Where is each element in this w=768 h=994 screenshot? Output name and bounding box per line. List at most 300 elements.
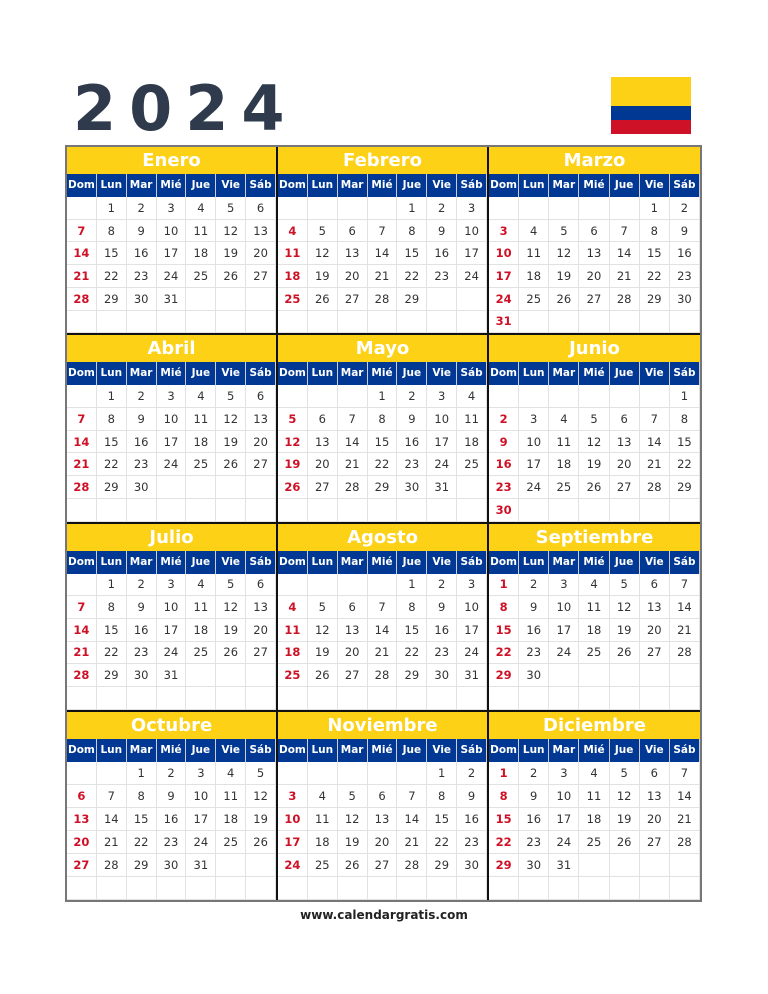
day-cell: 14 <box>397 808 427 831</box>
day-cell: 12 <box>610 785 640 808</box>
weekday-label: Jue <box>397 739 427 762</box>
day-cell: 18 <box>549 453 579 476</box>
empty-cell <box>186 664 216 687</box>
month-name: Mayo <box>278 335 487 362</box>
empty-cell <box>640 664 670 687</box>
month-name: Febrero <box>278 147 487 174</box>
day-cell: 24 <box>278 854 308 877</box>
empty-cell <box>278 499 308 522</box>
day-cell: 19 <box>246 808 276 831</box>
weekday-label: Mié <box>157 362 187 385</box>
day-cell: 8 <box>397 596 427 619</box>
day-cell: 3 <box>549 574 579 597</box>
weekday-label: Lun <box>308 174 338 197</box>
day-cell: 24 <box>157 453 187 476</box>
empty-cell <box>397 687 427 710</box>
weekday-label: Jue <box>610 174 640 197</box>
day-cell: 17 <box>186 808 216 831</box>
day-cell: 13 <box>246 408 276 431</box>
day-cell: 30 <box>127 288 157 311</box>
day-cell: 19 <box>308 642 338 665</box>
month-octubre <box>67 712 278 900</box>
day-cell: 24 <box>519 476 549 499</box>
day-cell: 6 <box>338 220 368 243</box>
day-cell: 14 <box>368 242 398 265</box>
day-cell: 19 <box>579 453 609 476</box>
day-cell: 29 <box>489 664 519 687</box>
day-cell: 10 <box>457 596 487 619</box>
weekday-header <box>489 739 700 762</box>
day-cell: 30 <box>489 499 519 522</box>
day-cell: 30 <box>670 288 700 311</box>
empty-cell <box>397 877 427 900</box>
empty-cell <box>670 854 700 877</box>
day-cell: 2 <box>519 762 549 785</box>
empty-cell <box>640 877 670 900</box>
empty-cell <box>97 877 127 900</box>
empty-cell <box>610 854 640 877</box>
day-cell: 24 <box>549 642 579 665</box>
day-cell: 3 <box>157 197 187 220</box>
day-cell: 30 <box>157 854 187 877</box>
day-cell: 27 <box>246 265 276 288</box>
weekday-label: Jue <box>610 551 640 574</box>
day-cell: 22 <box>127 831 157 854</box>
day-cell: 19 <box>549 265 579 288</box>
empty-cell <box>397 311 427 334</box>
empty-cell <box>308 574 338 597</box>
day-cell: 29 <box>127 854 157 877</box>
day-cell: 12 <box>549 242 579 265</box>
day-cell: 1 <box>670 385 700 408</box>
day-cell: 9 <box>519 596 549 619</box>
weekday-label: Lun <box>97 362 127 385</box>
day-cell: 14 <box>640 431 670 454</box>
day-cell: 30 <box>457 854 487 877</box>
empty-cell <box>97 762 127 785</box>
day-cell: 14 <box>670 596 700 619</box>
empty-cell <box>157 877 187 900</box>
empty-cell <box>579 854 609 877</box>
day-cell: 22 <box>397 265 427 288</box>
weekday-label: Mar <box>127 551 157 574</box>
day-cell: 11 <box>278 242 308 265</box>
day-cell: 29 <box>640 288 670 311</box>
day-cell: 26 <box>610 642 640 665</box>
day-cell: 10 <box>157 220 187 243</box>
weekday-label: Lun <box>519 174 549 197</box>
day-cell: 21 <box>670 619 700 642</box>
day-cell: 4 <box>278 220 308 243</box>
day-cell: 8 <box>97 408 127 431</box>
day-cell: 14 <box>368 619 398 642</box>
day-cell: 19 <box>308 265 338 288</box>
weekday-label: Sáb <box>457 551 487 574</box>
weekday-label: Vie <box>427 362 457 385</box>
day-cell: 7 <box>368 220 398 243</box>
day-cell: 17 <box>549 808 579 831</box>
day-cell: 6 <box>640 762 670 785</box>
day-cell: 11 <box>186 220 216 243</box>
empty-cell <box>97 687 127 710</box>
month-julio <box>67 524 278 712</box>
day-cell: 31 <box>186 854 216 877</box>
day-cell: 14 <box>97 808 127 831</box>
empty-cell <box>368 311 398 334</box>
empty-cell <box>127 687 157 710</box>
day-cell: 15 <box>368 431 398 454</box>
day-cell: 28 <box>67 288 97 311</box>
day-cell: 15 <box>397 619 427 642</box>
year-title: 2024 <box>73 72 298 145</box>
empty-cell <box>308 385 338 408</box>
day-cell: 22 <box>489 642 519 665</box>
day-cell: 1 <box>97 385 127 408</box>
day-cell: 1 <box>397 574 427 597</box>
weekday-label: Vie <box>216 551 246 574</box>
day-cell: 17 <box>457 242 487 265</box>
empty-cell <box>278 762 308 785</box>
day-cell: 3 <box>457 197 487 220</box>
weekday-label: Jue <box>610 739 640 762</box>
weekday-label: Dom <box>278 551 308 574</box>
empty-cell <box>308 197 338 220</box>
day-cell: 29 <box>397 664 427 687</box>
day-cell: 6 <box>246 385 276 408</box>
empty-cell <box>278 311 308 334</box>
weekday-label: Vie <box>216 174 246 197</box>
day-cell: 9 <box>427 596 457 619</box>
day-cell: 20 <box>308 453 338 476</box>
day-cell: 8 <box>97 220 127 243</box>
empty-cell <box>278 877 308 900</box>
empty-cell <box>489 877 519 900</box>
weekday-header <box>67 739 276 762</box>
empty-cell <box>640 687 670 710</box>
weekday-label: Jue <box>186 174 216 197</box>
day-cell: 5 <box>579 408 609 431</box>
day-cell: 4 <box>216 762 246 785</box>
day-cell: 3 <box>157 574 187 597</box>
day-cell: 2 <box>127 574 157 597</box>
empty-cell <box>610 664 640 687</box>
empty-cell <box>67 385 97 408</box>
month-name: Marzo <box>489 147 700 174</box>
day-cell: 26 <box>216 265 246 288</box>
weekday-label: Jue <box>397 362 427 385</box>
day-cell: 13 <box>640 785 670 808</box>
weekday-label: Jue <box>186 739 216 762</box>
day-cell: 27 <box>640 831 670 854</box>
day-cell: 17 <box>457 619 487 642</box>
day-cell: 14 <box>67 619 97 642</box>
month-marzo <box>489 147 700 335</box>
weekday-label: Mar <box>549 174 579 197</box>
day-cell: 20 <box>246 431 276 454</box>
day-cell: 17 <box>519 453 549 476</box>
day-cell: 31 <box>549 854 579 877</box>
weekday-label: Lun <box>308 739 338 762</box>
empty-cell <box>579 311 609 334</box>
days-grid <box>489 762 700 900</box>
empty-cell <box>338 762 368 785</box>
colombia-flag-icon <box>611 77 691 134</box>
day-cell: 23 <box>127 453 157 476</box>
day-cell: 7 <box>670 574 700 597</box>
day-cell: 28 <box>670 642 700 665</box>
day-cell: 7 <box>397 785 427 808</box>
empty-cell <box>519 687 549 710</box>
empty-cell <box>338 197 368 220</box>
empty-cell <box>308 762 338 785</box>
day-cell: 3 <box>519 408 549 431</box>
day-cell: 16 <box>519 808 549 831</box>
day-cell: 22 <box>97 453 127 476</box>
day-cell: 10 <box>157 596 187 619</box>
day-cell: 30 <box>127 476 157 499</box>
day-cell: 27 <box>338 288 368 311</box>
weekday-label: Sáb <box>457 362 487 385</box>
day-cell: 9 <box>127 408 157 431</box>
empty-cell <box>157 499 187 522</box>
empty-cell <box>549 877 579 900</box>
day-cell: 29 <box>97 288 127 311</box>
day-cell: 28 <box>640 476 670 499</box>
day-cell: 29 <box>97 476 127 499</box>
day-cell: 21 <box>640 453 670 476</box>
day-cell: 5 <box>216 385 246 408</box>
day-cell: 6 <box>67 785 97 808</box>
empty-cell <box>67 762 97 785</box>
day-cell: 19 <box>610 619 640 642</box>
empty-cell <box>610 197 640 220</box>
empty-cell <box>216 311 246 334</box>
day-cell: 20 <box>67 831 97 854</box>
day-cell: 26 <box>216 642 246 665</box>
empty-cell <box>97 311 127 334</box>
day-cell: 27 <box>579 288 609 311</box>
day-cell: 24 <box>457 642 487 665</box>
day-cell: 23 <box>427 265 457 288</box>
weekday-label: Mié <box>157 551 187 574</box>
day-cell: 8 <box>489 596 519 619</box>
weekday-label: Jue <box>397 174 427 197</box>
day-cell: 2 <box>157 762 187 785</box>
empty-cell <box>308 687 338 710</box>
day-cell: 9 <box>157 785 187 808</box>
weekday-header <box>67 362 276 385</box>
empty-cell <box>278 574 308 597</box>
day-cell: 16 <box>127 619 157 642</box>
weekday-label: Sáb <box>246 551 276 574</box>
day-cell: 4 <box>186 385 216 408</box>
day-cell: 17 <box>489 265 519 288</box>
day-cell: 18 <box>278 265 308 288</box>
weekday-label: Sáb <box>670 174 700 197</box>
month-name: Enero <box>67 147 276 174</box>
weekday-label: Mar <box>338 174 368 197</box>
day-cell: 24 <box>157 265 187 288</box>
day-cell: 13 <box>67 808 97 831</box>
day-cell: 2 <box>670 197 700 220</box>
day-cell: 18 <box>216 808 246 831</box>
empty-cell <box>186 877 216 900</box>
year-calendar-grid <box>65 145 702 902</box>
day-cell: 1 <box>640 197 670 220</box>
day-cell: 26 <box>549 288 579 311</box>
day-cell: 5 <box>216 574 246 597</box>
month-febrero <box>278 147 489 335</box>
day-cell: 10 <box>549 596 579 619</box>
month-septiembre <box>489 524 700 712</box>
day-cell: 8 <box>397 220 427 243</box>
weekday-label: Mié <box>368 362 398 385</box>
empty-cell <box>670 499 700 522</box>
day-cell: 11 <box>519 242 549 265</box>
day-cell: 11 <box>186 596 216 619</box>
day-cell: 6 <box>246 197 276 220</box>
day-cell: 7 <box>67 408 97 431</box>
day-cell: 14 <box>338 431 368 454</box>
day-cell: 4 <box>549 408 579 431</box>
empty-cell <box>216 854 246 877</box>
weekday-header <box>278 362 487 385</box>
weekday-label: Mar <box>127 362 157 385</box>
day-cell: 16 <box>457 808 487 831</box>
weekday-header <box>489 551 700 574</box>
day-cell: 9 <box>670 220 700 243</box>
weekday-label: Dom <box>67 551 97 574</box>
empty-cell <box>246 664 276 687</box>
empty-cell <box>610 877 640 900</box>
day-cell: 13 <box>368 808 398 831</box>
weekday-label: Mar <box>338 551 368 574</box>
day-cell: 25 <box>549 476 579 499</box>
day-cell: 23 <box>670 265 700 288</box>
day-cell: 18 <box>186 242 216 265</box>
day-cell: 5 <box>216 197 246 220</box>
day-cell: 10 <box>549 785 579 808</box>
empty-cell <box>368 574 398 597</box>
empty-cell <box>519 197 549 220</box>
day-cell: 25 <box>457 453 487 476</box>
weekday-label: Lun <box>97 174 127 197</box>
day-cell: 11 <box>579 596 609 619</box>
empty-cell <box>127 499 157 522</box>
weekday-label: Dom <box>67 739 97 762</box>
day-cell: 30 <box>397 476 427 499</box>
weekday-label: Mié <box>579 174 609 197</box>
day-cell: 11 <box>579 785 609 808</box>
day-cell: 2 <box>519 574 549 597</box>
month-name: Abril <box>67 335 276 362</box>
empty-cell <box>610 499 640 522</box>
empty-cell <box>457 687 487 710</box>
day-cell: 21 <box>670 808 700 831</box>
days-grid <box>278 197 487 333</box>
day-cell: 20 <box>246 619 276 642</box>
day-cell: 8 <box>670 408 700 431</box>
day-cell: 10 <box>457 220 487 243</box>
day-cell: 20 <box>610 453 640 476</box>
day-cell: 10 <box>157 408 187 431</box>
weekday-label: Mié <box>157 174 187 197</box>
empty-cell <box>489 385 519 408</box>
weekday-label: Mié <box>579 551 609 574</box>
empty-cell <box>457 288 487 311</box>
weekday-label: Mié <box>579 739 609 762</box>
empty-cell <box>278 385 308 408</box>
days-grid <box>67 574 276 710</box>
day-cell: 15 <box>97 619 127 642</box>
month-name: Septiembre <box>489 524 700 551</box>
days-grid <box>67 385 276 521</box>
day-cell: 21 <box>67 265 97 288</box>
day-cell: 19 <box>216 431 246 454</box>
empty-cell <box>640 385 670 408</box>
day-cell: 15 <box>97 431 127 454</box>
day-cell: 19 <box>610 808 640 831</box>
empty-cell <box>427 687 457 710</box>
day-cell: 12 <box>278 431 308 454</box>
weekday-label: Vie <box>640 362 670 385</box>
weekday-label: Dom <box>489 174 519 197</box>
day-cell: 17 <box>157 431 187 454</box>
empty-cell <box>338 385 368 408</box>
day-cell: 26 <box>610 831 640 854</box>
day-cell: 9 <box>127 596 157 619</box>
day-cell: 20 <box>246 242 276 265</box>
empty-cell <box>549 499 579 522</box>
day-cell: 16 <box>427 619 457 642</box>
day-cell: 13 <box>246 596 276 619</box>
weekday-label: Lun <box>519 362 549 385</box>
empty-cell <box>186 311 216 334</box>
weekday-label: Mar <box>549 551 579 574</box>
day-cell: 15 <box>489 808 519 831</box>
day-cell: 3 <box>457 574 487 597</box>
day-cell: 8 <box>368 408 398 431</box>
day-cell: 18 <box>278 642 308 665</box>
month-abril <box>67 335 278 523</box>
day-cell: 4 <box>186 574 216 597</box>
day-cell: 27 <box>246 453 276 476</box>
weekday-label: Vie <box>216 362 246 385</box>
day-cell: 20 <box>338 642 368 665</box>
day-cell: 20 <box>579 265 609 288</box>
day-cell: 20 <box>338 265 368 288</box>
empty-cell <box>186 499 216 522</box>
weekday-label: Lun <box>97 551 127 574</box>
days-grid <box>489 574 700 710</box>
day-cell: 9 <box>457 785 487 808</box>
day-cell: 17 <box>157 619 187 642</box>
weekday-label: Dom <box>278 174 308 197</box>
empty-cell <box>489 197 519 220</box>
weekday-label: Mié <box>157 739 187 762</box>
weekday-label: Lun <box>308 551 338 574</box>
day-cell: 6 <box>610 408 640 431</box>
day-cell: 2 <box>397 385 427 408</box>
empty-cell <box>67 687 97 710</box>
day-cell: 16 <box>489 453 519 476</box>
day-cell: 4 <box>278 596 308 619</box>
day-cell: 15 <box>489 619 519 642</box>
day-cell: 22 <box>640 265 670 288</box>
day-cell: 5 <box>549 220 579 243</box>
weekday-label: Mié <box>368 174 398 197</box>
day-cell: 3 <box>549 762 579 785</box>
